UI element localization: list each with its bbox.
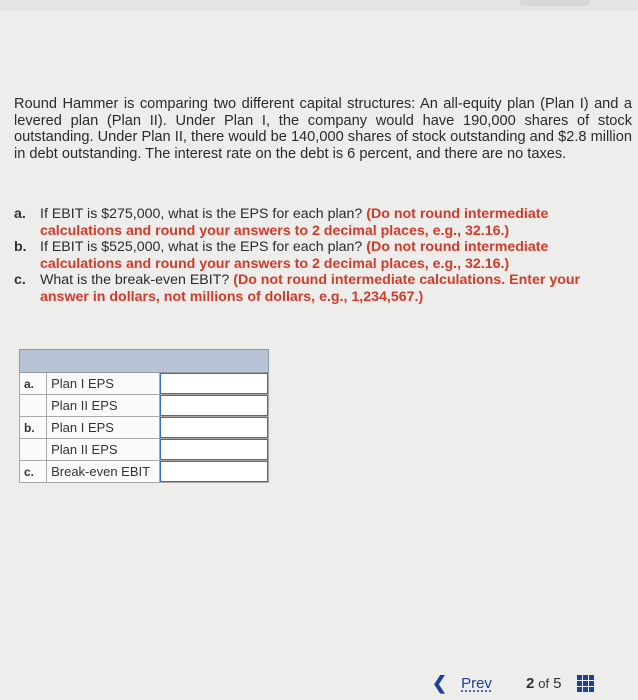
row-letter: c. xyxy=(20,461,47,483)
break-even-ebit-cell xyxy=(159,461,268,483)
row-letter: b. xyxy=(20,417,47,439)
plan-1-eps-a-input[interactable] xyxy=(160,373,268,394)
plan-1-eps-b-cell xyxy=(159,417,268,439)
table-row xyxy=(20,417,269,439)
top-strip xyxy=(0,0,638,10)
chevron-left-icon: ❮ xyxy=(432,672,448,693)
question-a xyxy=(14,206,630,239)
prev-label: Prev xyxy=(461,674,492,692)
question-text: If EBIT is $525,000, what is the EPS for each plan? xyxy=(40,239,363,255)
table-row xyxy=(20,395,269,417)
question-instruction: (Do not round intermediate calculations. Enter your answer in dollars, not millions of dollars, e.g., 1,234,567.) xyxy=(40,272,581,305)
current-page: 2 xyxy=(525,674,535,692)
top-tab xyxy=(520,0,590,6)
row-label: Plan II EPS xyxy=(47,439,159,461)
table-row xyxy=(20,373,269,395)
table-header xyxy=(20,350,269,373)
total-pages: 5 xyxy=(553,674,562,692)
row-label: Plan I EPS xyxy=(47,417,159,439)
plan-1-eps-b-input[interactable] xyxy=(160,417,268,438)
question-letter: b. xyxy=(14,239,27,255)
answer-table xyxy=(19,349,269,483)
problem-intro: Round Hammer is comparing two different capital structures: An all-equity plan (Plan I) and a levered plan (Plan II). Under Plan I, the company would have 190,000 shares of stock outstanding. Under Plan II, there would be 140,000 shares of stock outstanding and $2.8 million in debt outstanding. The interest rate on the debt is 6 percent, and there are no taxes. xyxy=(14,96,632,162)
grid-icon[interactable] xyxy=(577,675,594,692)
row-letter xyxy=(20,439,47,461)
question-c xyxy=(14,272,630,305)
row-letter: a. xyxy=(20,373,47,395)
plan-2-eps-b-cell xyxy=(159,439,268,461)
plan-1-eps-a-cell xyxy=(159,373,268,395)
table-header-row xyxy=(20,350,269,373)
plan-2-eps-a-input[interactable] xyxy=(160,395,268,416)
question-instruction: (Do not round intermediate calculations and round your answers to 2 decimal places, e.g., 32.16.) xyxy=(40,239,549,272)
row-label: Break-even EBIT xyxy=(47,461,159,483)
row-label: Plan II EPS xyxy=(47,395,159,417)
question-letter: a. xyxy=(14,206,26,222)
question-list xyxy=(14,206,630,305)
table-row xyxy=(20,439,269,461)
break-even-ebit-input[interactable] xyxy=(160,461,268,482)
row-label: Plan I EPS xyxy=(47,373,159,395)
question-text: If EBIT is $275,000, what is the EPS for each plan? xyxy=(40,206,363,222)
page-of-label: of xyxy=(538,675,550,691)
footer-navigation xyxy=(432,670,594,696)
question-b xyxy=(14,239,630,272)
plan-2-eps-a-cell xyxy=(159,395,268,417)
question-letter: c. xyxy=(14,272,26,288)
question-text: What is the break-even EBIT? xyxy=(40,272,230,288)
prev-button[interactable] xyxy=(432,673,492,694)
table-row xyxy=(20,461,269,483)
plan-2-eps-b-input[interactable] xyxy=(160,439,268,460)
row-letter xyxy=(20,395,47,417)
page-indicator xyxy=(526,675,562,692)
question-instruction: (Do not round intermediate calculations and round your answers to 2 decimal places, e.g., 32.16.) xyxy=(40,206,549,239)
